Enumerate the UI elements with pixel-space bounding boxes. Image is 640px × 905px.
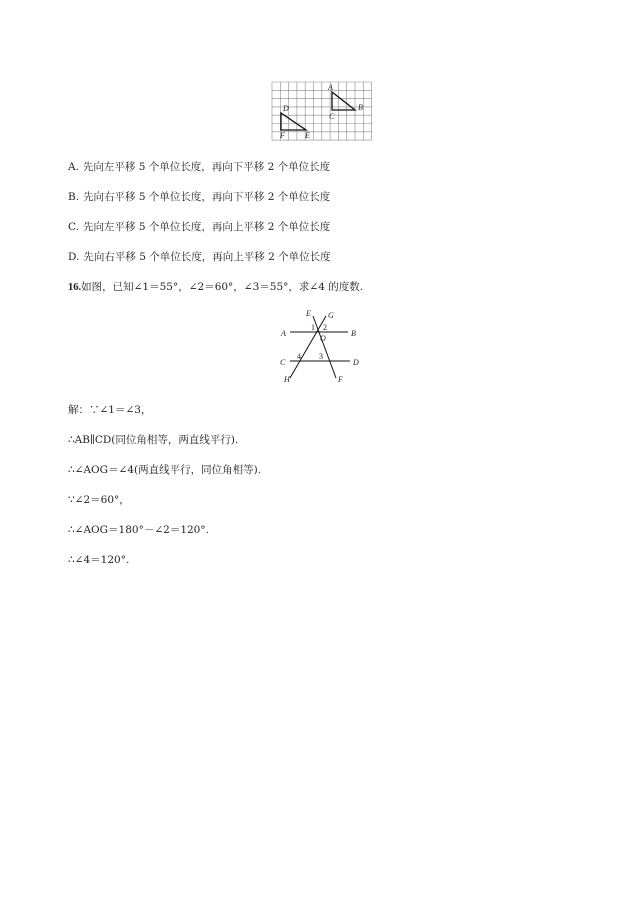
label-C: C [329,112,335,121]
solution-line-4: ∵∠2＝60°， [68,494,130,506]
solution-line-6: ∴∠4＝120°. [68,554,130,566]
label-E: E [306,309,311,318]
label-O: O [320,334,326,343]
angle-label-3: 3 [319,352,323,361]
triangle-abc [332,92,355,110]
option-letter: D. [68,251,80,263]
solution-line-5: ∴∠AOG＝180°－∠2＝120°. [68,524,209,536]
angle-label-1: 1 [311,323,315,332]
angle-label-4: 4 [297,352,301,361]
angle-label-2: 2 [323,323,327,332]
label-D: D [283,104,289,113]
option-c [68,219,330,234]
label-F: F [280,131,285,140]
option-letter: B. [68,191,80,203]
line-gh [290,316,326,378]
option-letter: C. [68,221,79,233]
triangle-def [281,113,306,130]
option-text: 先向左平移 5 个单位长度，再向下平移 2 个单位长度 [82,161,331,173]
translation-grid-figure [268,80,372,142]
label-C: C [280,358,286,367]
option-text: 先向右平移 5 个单位长度，再向上平移 2 个单位长度 [83,251,331,263]
label-G: G [328,311,334,320]
label-E: E [305,131,310,140]
label-B: B [351,329,356,338]
option-d [68,249,331,264]
solution-line-1: 解：∵∠1＝∠3， [68,404,152,416]
label-D: D [353,358,359,367]
label-F: F [338,375,343,384]
question-text: 如图，已知∠1＝55°，∠2＝60°，∠3＝55°，求∠4 的度数. [81,281,364,293]
label-A: A [281,329,286,338]
parallel-lines-figure [278,308,368,386]
solution-line-2: ∴AB∥CD(同位角相等，两直线平行). [68,434,239,446]
question-number: 16. [68,282,82,293]
option-b [68,189,330,204]
label-A: A [328,83,333,92]
option-a [68,159,330,174]
option-letter: A. [68,161,79,173]
option-text: 先向左平移 5 个单位长度，再向上平移 2 个单位长度 [83,221,331,233]
label-B: B [358,103,363,112]
question-16 [68,279,363,294]
label-H: H [284,375,290,384]
option-text: 先向右平移 5 个单位长度，再向下平移 2 个单位长度 [83,191,331,203]
solution-line-3: ∴∠AOG＝∠4(两直线平行，同位角相等). [68,464,262,476]
